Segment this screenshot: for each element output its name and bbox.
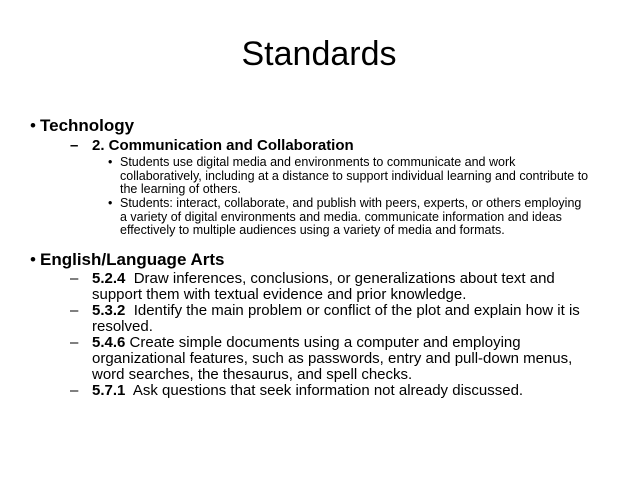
section-english-language-arts — [30, 250, 225, 270]
standard-item — [70, 334, 604, 383]
item-text: Students: interact, collaborate, and publish with peers, experts, or others employing a variety of digital environments and media. communicate information and ideas effectively to multiple audiences using a variety of media and formats. — [120, 196, 582, 237]
subheading-text: 2. Communication and Collaboration — [92, 137, 354, 154]
standard-item — [70, 302, 602, 335]
standard-code: 5.3.2 — [92, 302, 126, 319]
section-heading: English/Language Arts — [40, 250, 225, 269]
standard-code: 5.4.6 — [92, 334, 126, 351]
standard-code: 5.2.4 — [92, 270, 126, 287]
standard-item — [70, 270, 602, 303]
dash-icon: – — [70, 334, 79, 351]
dash-icon: – — [70, 137, 79, 154]
bullet-icon: • — [30, 250, 36, 269]
bullet-icon: • — [30, 116, 36, 135]
standard-text: Identify the main problem or conflict of the plot and explain how it is resolved. — [92, 302, 584, 335]
section-heading: Technology — [40, 116, 135, 135]
dash-icon: – — [70, 270, 79, 287]
standard-code: 5.7.1 — [92, 382, 126, 399]
technology-item — [108, 155, 590, 197]
standard-text: Ask questions that seek information not already discussed. — [125, 382, 524, 399]
technology-item — [108, 196, 590, 238]
dash-icon: – — [70, 382, 79, 399]
item-text: Students use digital media and environments to communicate and work collaboratively, including at a distance to support individual learning and contribute to the learning of others. — [120, 155, 589, 196]
section-technology — [30, 116, 135, 136]
dash-icon: – — [70, 302, 79, 319]
bullet-icon: • — [108, 196, 113, 210]
technology-subheading — [70, 137, 354, 154]
standard-item — [70, 382, 602, 399]
bullet-icon: • — [108, 155, 113, 169]
slide-title: Standards — [241, 35, 397, 73]
standard-text: Create simple documents using a computer and employing organizational features, such as passwords, entry and pull-down menus, word searches, the thesaurus, and spell checks. — [92, 334, 577, 383]
standard-text: Draw inferences, conclusions, or generalizations about text and support them with textual evidence and prior knowledge. — [92, 270, 559, 303]
